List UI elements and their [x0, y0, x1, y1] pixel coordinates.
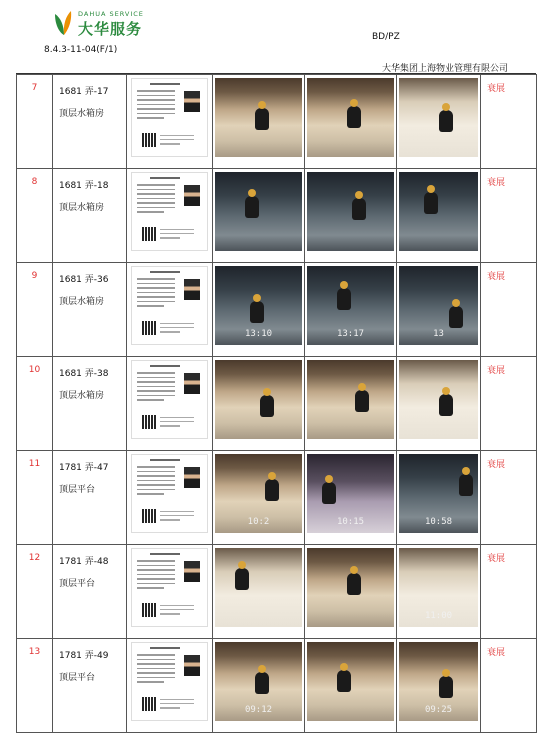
work-photo-cell — [305, 75, 397, 169]
certificate-title-lines — [150, 177, 180, 179]
inspection-table — [16, 74, 537, 733]
work-photo-cell — [397, 75, 481, 169]
logo-english-text: DAHUA SERVICE — [78, 10, 144, 18]
photo-timestamp: 10:58 — [424, 517, 453, 527]
work-photo-cell — [397, 545, 481, 639]
table-row — [17, 169, 537, 263]
row-number: 10 — [17, 357, 53, 451]
table-row — [17, 75, 537, 169]
row-number: 13 — [17, 639, 53, 733]
work-photo-cell — [305, 639, 397, 733]
certificate-cell — [127, 545, 213, 639]
row-number: 12 — [17, 545, 53, 639]
worker-portrait — [184, 91, 200, 112]
work-photo-cell — [213, 357, 305, 451]
photo-timestamp: 10:2 — [247, 517, 270, 527]
location-cell — [53, 639, 127, 733]
company-name: 大华集团上海物业管理有限公司 — [381, 64, 508, 74]
work-photo-cell — [213, 263, 305, 357]
table-row — [17, 263, 537, 357]
work-photo — [215, 78, 302, 157]
worker-figure — [347, 573, 361, 595]
work-photo-cell — [213, 545, 305, 639]
worker-figure — [449, 306, 463, 328]
worker-figure — [255, 672, 269, 694]
certificate-cell — [127, 639, 213, 733]
row-remark: 衰展 — [481, 169, 537, 263]
worker-certificate-image — [131, 454, 208, 533]
row-number: 11 — [17, 451, 53, 545]
row-remark: 衰展 — [481, 357, 537, 451]
worker-figure — [250, 301, 264, 323]
work-photo-cell — [213, 75, 305, 169]
photo-timestamp: 09:12 — [244, 705, 273, 715]
photo-timestamp: 13 — [433, 329, 444, 339]
photo-timestamp: 13:17 — [336, 329, 365, 339]
row-address: 1681 弄-18 — [59, 181, 109, 191]
photo-timestamp: 09:25 — [424, 705, 453, 715]
work-photo-cell — [397, 263, 481, 357]
table-row — [17, 357, 537, 451]
certificate-cell — [127, 451, 213, 545]
worker-figure — [337, 288, 351, 310]
work-photo-cell — [397, 169, 481, 263]
certificate-cell — [127, 263, 213, 357]
work-photo — [399, 172, 478, 251]
work-photo-cell — [397, 451, 481, 545]
worker-portrait — [184, 561, 200, 582]
worker-figure — [347, 106, 361, 128]
certificate-cell — [127, 169, 213, 263]
row-place: 顶层平台 — [59, 579, 96, 589]
qr-code-icon — [142, 697, 156, 711]
worker-certificate-image — [131, 172, 208, 251]
work-photo — [307, 548, 394, 627]
row-address: 1781 弄-47 — [59, 463, 109, 473]
work-photo-cell — [305, 451, 397, 545]
worker-figure — [439, 110, 453, 132]
worker-figure — [322, 482, 336, 504]
document-number: 8.4.3-11-04(F/1) — [44, 45, 118, 55]
row-remark: 衰展 — [481, 263, 537, 357]
worker-figure — [265, 479, 279, 501]
worker-figure — [459, 474, 473, 496]
row-place: 顶层平台 — [59, 485, 96, 495]
work-photo — [215, 642, 302, 721]
worker-certificate-image — [131, 360, 208, 439]
row-remark: 衰展 — [481, 451, 537, 545]
worker-certificate-image — [131, 266, 208, 345]
row-number: 8 — [17, 169, 53, 263]
work-photo — [399, 642, 478, 721]
table-row — [17, 451, 537, 545]
photo-timestamp: 13:10 — [244, 329, 273, 339]
work-photo — [307, 642, 394, 721]
work-photo — [307, 454, 394, 533]
work-photo-cell — [397, 357, 481, 451]
form-code: BD/PZ — [372, 32, 400, 42]
worker-figure — [260, 395, 274, 417]
work-photo — [215, 454, 302, 533]
row-remark: 衰展 — [481, 639, 537, 733]
worker-portrait — [184, 185, 200, 206]
work-photo — [307, 266, 394, 345]
photo-timestamp: 10:15 — [336, 517, 365, 527]
worker-portrait — [184, 279, 200, 300]
work-photo — [399, 360, 478, 439]
certificate-title-lines — [150, 647, 180, 649]
worker-certificate-image — [131, 548, 208, 627]
row-remark: 衰展 — [481, 75, 537, 169]
work-photo-cell — [213, 169, 305, 263]
certificate-title-lines — [150, 553, 180, 555]
work-photo — [215, 266, 302, 345]
work-photo-cell — [397, 639, 481, 733]
worker-certificate-image — [131, 78, 208, 157]
worker-certificate-image — [131, 642, 208, 721]
worker-figure — [439, 394, 453, 416]
row-address: 1781 弄-48 — [59, 557, 109, 567]
certificate-title-lines — [150, 271, 180, 273]
certificate-cell — [127, 75, 213, 169]
location-cell — [53, 357, 127, 451]
certificate-title-lines — [150, 459, 180, 461]
row-number: 7 — [17, 75, 53, 169]
row-place: 顶层水箱房 — [59, 109, 105, 119]
worker-portrait — [184, 373, 200, 394]
qr-code-icon — [142, 321, 156, 335]
qr-code-icon — [142, 603, 156, 617]
worker-figure — [255, 108, 269, 130]
work-photo — [215, 360, 302, 439]
row-remark: 衰展 — [481, 545, 537, 639]
work-photo — [399, 454, 478, 533]
logo-chinese-text: 大华服务 — [78, 20, 143, 38]
certificate-title-lines — [150, 83, 180, 85]
qr-code-icon — [142, 227, 156, 241]
row-address: 1681 弄-36 — [59, 275, 109, 285]
row-place: 顶层水箱房 — [59, 297, 105, 307]
work-photo — [307, 78, 394, 157]
location-cell — [53, 169, 127, 263]
work-photo-cell — [305, 545, 397, 639]
location-cell — [53, 263, 127, 357]
qr-code-icon — [142, 133, 156, 147]
worker-portrait — [184, 467, 200, 488]
row-address: 1681 弄-38 — [59, 369, 109, 379]
work-photo — [215, 172, 302, 251]
work-photo — [399, 78, 478, 157]
row-number: 9 — [17, 263, 53, 357]
dahua-leaf-icon — [52, 8, 74, 36]
work-photo — [399, 266, 478, 345]
work-photo — [307, 172, 394, 251]
qr-code-icon — [142, 415, 156, 429]
certificate-title-lines — [150, 365, 180, 367]
row-address: 1681 弄-17 — [59, 87, 109, 97]
worker-portrait — [184, 655, 200, 676]
worker-figure — [355, 390, 369, 412]
qr-code-icon — [142, 509, 156, 523]
work-photo-cell — [213, 451, 305, 545]
worker-figure — [337, 670, 351, 692]
worker-figure — [439, 676, 453, 698]
work-photo — [399, 548, 478, 627]
work-photo — [307, 360, 394, 439]
row-place: 顶层水箱房 — [59, 203, 105, 213]
row-place: 顶层水箱房 — [59, 391, 105, 401]
certificate-cell — [127, 357, 213, 451]
table-row — [17, 545, 537, 639]
worker-figure — [245, 196, 259, 218]
photo-timestamp: 11:00 — [424, 611, 453, 621]
work-photo-cell — [305, 169, 397, 263]
location-cell — [53, 451, 127, 545]
worker-figure — [352, 198, 366, 220]
location-cell — [53, 545, 127, 639]
work-photo — [215, 548, 302, 627]
work-photo-cell — [213, 639, 305, 733]
row-address: 1781 弄-49 — [59, 651, 109, 661]
company-logo — [52, 8, 172, 38]
work-photo-cell — [305, 263, 397, 357]
table-row — [17, 639, 537, 733]
worker-figure — [235, 568, 249, 590]
location-cell — [53, 75, 127, 169]
row-place: 顶层平台 — [59, 673, 96, 683]
worker-figure — [424, 192, 438, 214]
work-photo-cell — [305, 357, 397, 451]
